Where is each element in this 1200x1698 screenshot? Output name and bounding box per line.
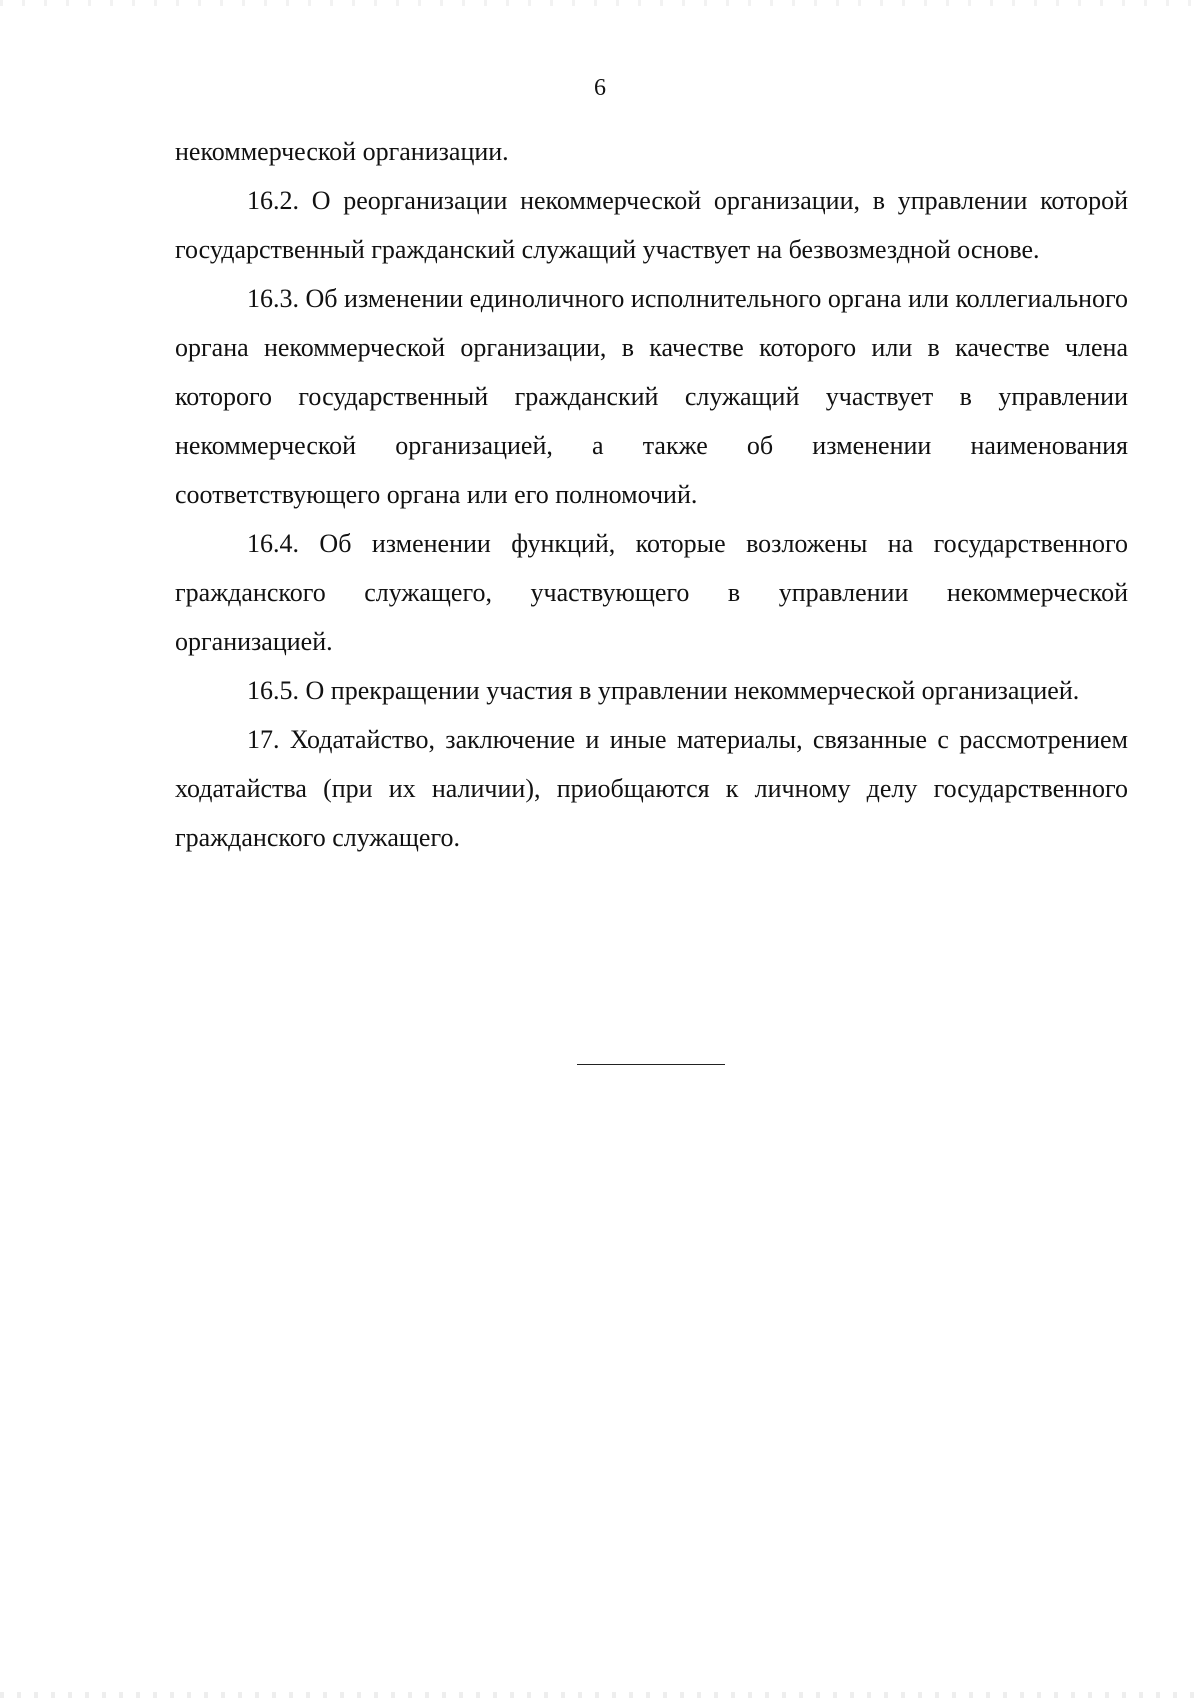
scan-edge-bottom — [0, 1692, 1200, 1698]
scan-edge-top — [0, 0, 1200, 6]
paragraph-16-3: 16.3. Об изменении единоличного исполнительного органа или коллегиального органа некоммерческой организации, в качестве которого или в качестве члена которого государственный гражданский служащий участвует в управлении некоммерческой организацией, а также об изменении наименования соответствующего органа или его полномочий. — [175, 284, 1128, 509]
paragraph-17: 17. Ходатайство, заключение и иные материалы, связанные с рассмотрением ходатайства (при их наличии), приобщаются к личному делу государственного гражданского служащего. — [175, 725, 1128, 852]
document-body — [175, 127, 1128, 862]
closing-rule — [577, 1064, 725, 1065]
paragraph-16-2: 16.2. О реорганизации некоммерческой организации, в управлении которой государственный гражданский служащий участвует на безвозмездной основе. — [175, 186, 1128, 264]
paragraph-16-4: 16.4. Об изменении функций, которые возложены на государственного гражданского служащего, участвующего в управлении некоммерческой организацией. — [175, 529, 1128, 656]
paragraph-continuation: некоммерческой организации. — [175, 137, 509, 166]
page-number: 6 — [594, 75, 606, 101]
paragraph-16-5: 16.5. О прекращении участия в управлении некоммерческой организацией. — [247, 676, 1080, 705]
